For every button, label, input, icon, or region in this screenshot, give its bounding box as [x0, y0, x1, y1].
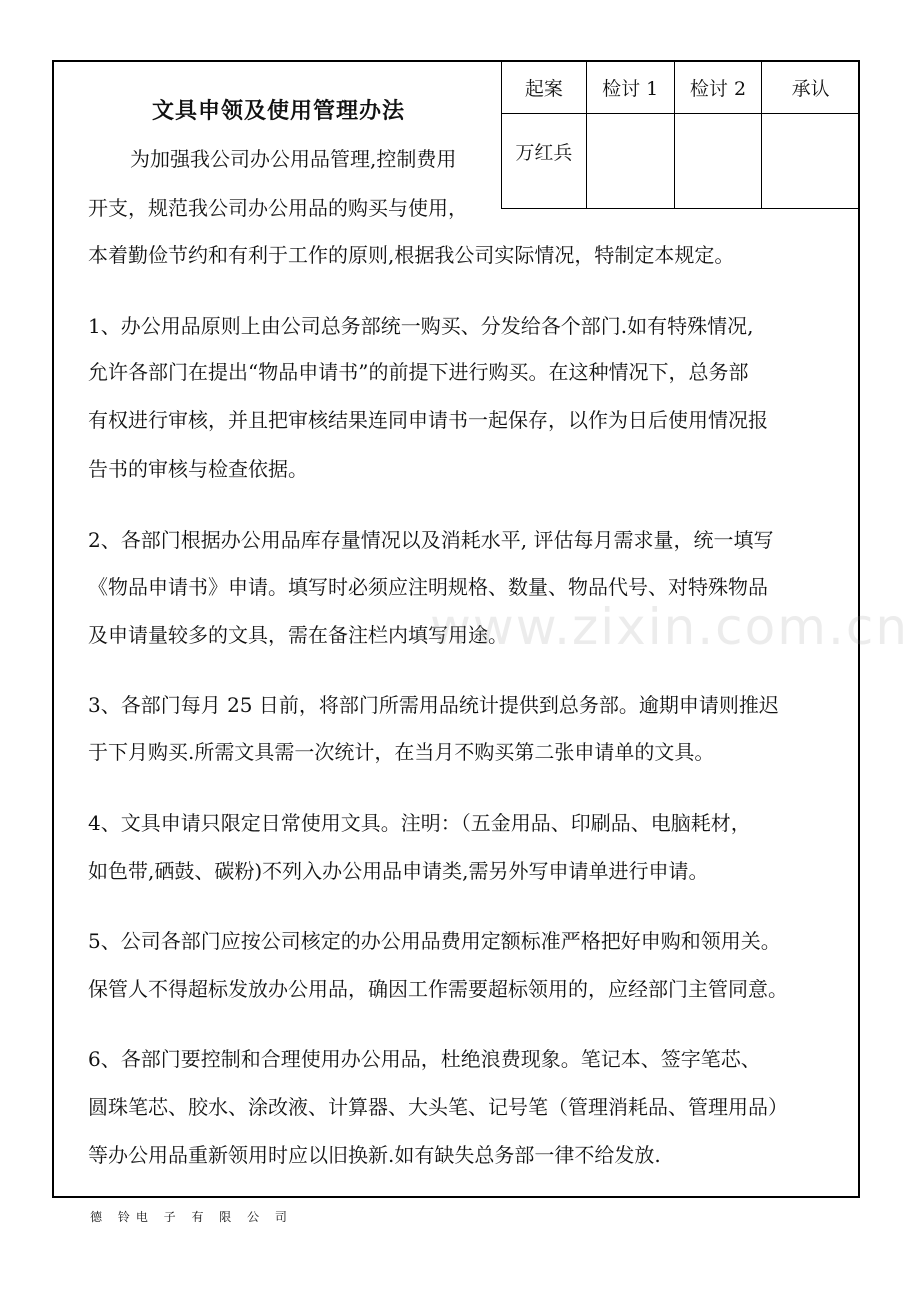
intro-line: 本着勤俭节约和有利于工作的原则,根据我公司实际情况，特制定本规定。 — [88, 243, 735, 267]
clause-2-line: 及申请量较多的文具，需在备注栏内填写用途。 — [88, 623, 508, 647]
approval-header-approve: 承认 — [762, 61, 860, 114]
approval-value-review-2 — [674, 114, 762, 209]
clause-1-line: 允许各部门在提出“物品申请书”的前提下进行购买。在这种情况下，总务部 — [88, 360, 749, 384]
clause-6-line: 等办公用品重新领用时应以旧换新.如有缺失总务部一律不给发放. — [88, 1143, 661, 1167]
approval-table — [501, 60, 860, 209]
clause-1-line: 告书的审核与检查依据。 — [88, 457, 308, 481]
clause-2-line: 2、各部门根据办公用品库存量情况以及消耗水平, 评估每月需求量，统一填写 — [88, 528, 774, 552]
approval-value-approve — [762, 114, 860, 209]
document-title: 文具申领及使用管理办法 — [152, 98, 406, 124]
clause-1-line: 1、办公用品原则上由公司总务部统一购买、分发给各个部门.如有特殊情况, — [88, 314, 754, 338]
clause-5-line: 5、公司各部门应按公司核定的办公用品费用定额标准严格把好申购和领用关。 — [88, 929, 781, 953]
clause-2-line: 《物品申请书》申请。填写时必须应注明规格、数量、物品代号、对特殊物品 — [88, 575, 768, 599]
approval-value-draft: 万红兵 — [502, 114, 587, 209]
watermark: www.zixin.com.cn — [430, 598, 910, 656]
clause-3-line: 于下月购买.所需文具需一次统计，在当月不购买第二张申请单的文具。 — [88, 740, 715, 764]
approval-value-review-1 — [586, 114, 674, 209]
clause-6-line: 圆珠笔芯、胶水、涂改液、计算器、大头笔、记号笔（管理消耗品、管理用品） — [88, 1095, 788, 1119]
approval-header-draft: 起案 — [502, 61, 587, 114]
company-footer: 德 铃电 子 有 限 公 司 — [90, 1210, 293, 1224]
clause-3-line: 3、各部门每月 25 日前，将部门所需用品统计提供到总务部。逾期申请则推迟 — [88, 693, 779, 717]
clause-1-line: 有权进行审核，并且把审核结果连同申请书一起保存，以作为日后使用情况报 — [88, 408, 768, 432]
clause-4-line: 4、文具申请只限定日常使用文具。注明：（五金用品、印刷品、电脑耗材， — [88, 811, 751, 835]
clause-6-line: 6、各部门要控制和合理使用办公用品，杜绝浪费现象。笔记本、签字笔芯、 — [88, 1047, 761, 1071]
clause-4-line: 如色带,硒鼓、碳粉)不列入办公用品申请类,需另外写申请单进行申请。 — [88, 859, 709, 883]
intro-line: 开支，规范我公司办公用品的购买与使用， — [88, 196, 468, 220]
approval-header-review-1: 检讨 1 — [586, 61, 674, 114]
approval-header-review-2: 检讨 2 — [674, 61, 762, 114]
intro-line: 为加强我公司办公用品管理,控制费用 — [130, 147, 457, 171]
clause-5-line: 保管人不得超标发放办公用品，确因工作需要超标领用的，应经部门主管同意。 — [88, 977, 788, 1001]
